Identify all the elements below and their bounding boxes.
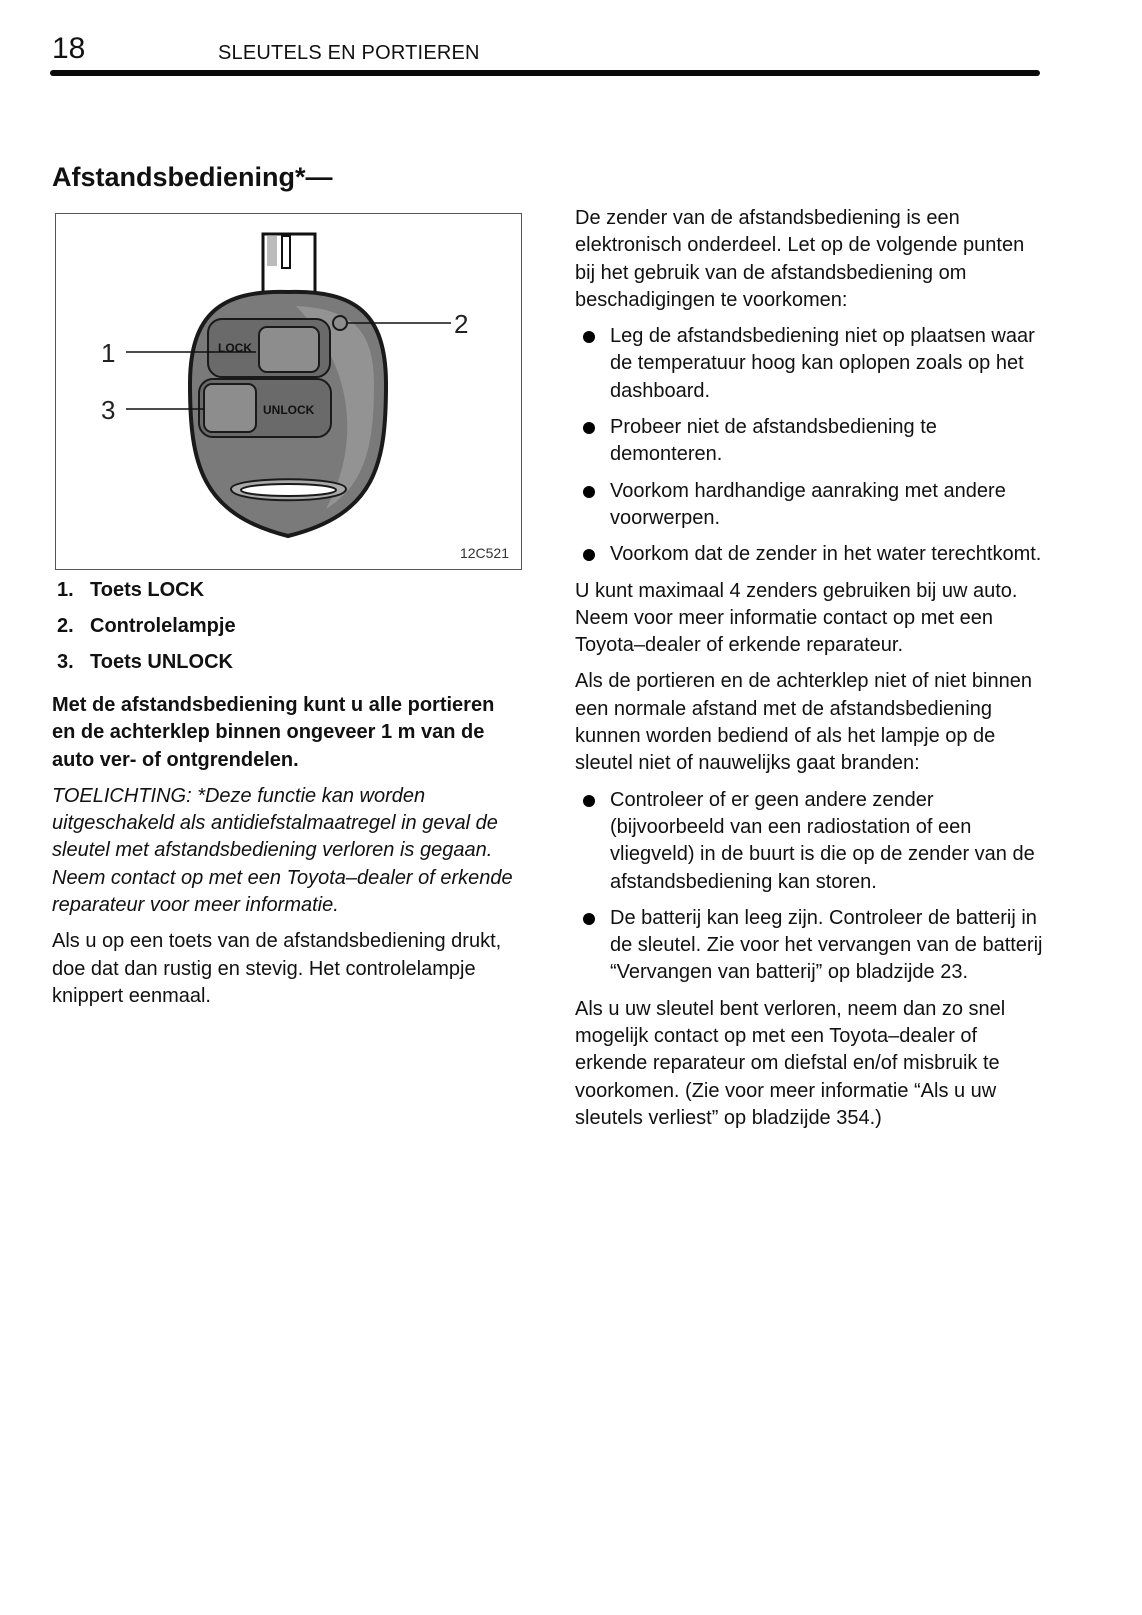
unlock-button-label: UNLOCK [263, 403, 315, 417]
list-item [575, 541, 1045, 568]
legend-label: Toets LOCK [90, 579, 205, 601]
left-column [52, 578, 522, 1019]
callout-1: 1 [101, 338, 116, 368]
section-title: Afstandsbediening*— [52, 162, 333, 192]
remote-key-drawing [56, 214, 521, 569]
legend-item [52, 650, 522, 674]
troubleshoot-intro: Als de portieren en de achterklep niet of niet binnen een normale afstand met de afstandsbediening kunnen worden bediend of als het lampje op de sleutel niet of nauwelijks gaat branden: [575, 670, 1032, 775]
list-item-text: Probeer niet de afstandsbediening te demonteren. [610, 416, 937, 466]
lock-button-label: LOCK [218, 341, 252, 355]
list-item [575, 905, 1045, 987]
remote-key-illustration [55, 213, 522, 570]
list-item [575, 787, 1045, 896]
page-number: 18 [52, 32, 86, 65]
list-item [575, 414, 1045, 469]
bullet-icon [583, 549, 595, 561]
bullet-icon [583, 422, 595, 434]
figure-legend [52, 578, 522, 674]
legend-item [52, 578, 522, 602]
legend-number: 1. [57, 579, 74, 601]
bullet-icon [583, 795, 595, 807]
bullet-icon [583, 486, 595, 498]
troubleshoot-list [575, 787, 1045, 987]
care-list [575, 323, 1045, 568]
note-paragraph: TOELICHTING: *Deze functie kan worden uitgeschakeld als antidiefstalmaatregel in geval de sleutel met afstandsbediening verloren is gegaan. Neem contact op met een Toyota–dealer of erkende reparateur voor meer informatie. [52, 784, 513, 917]
legend-number: 2. [57, 615, 74, 637]
indicator-lamp [333, 316, 347, 330]
figure-code: 12C521 [459, 545, 509, 561]
bullet-icon [583, 913, 595, 925]
callout-3: 3 [101, 395, 116, 425]
bullet-icon [583, 331, 595, 343]
lost-key-paragraph: Als u uw sleutel bent verloren, neem dan zo snel mogelijk contact op met een Toyota–dealer of erkende reparateur om diefstal en/of misbruik te voorkomen. (Zie voor meer informatie “Als u uw sleutels verliest” op bladzijde 354.) [575, 997, 1006, 1129]
intro-paragraph: Met de afstandsbediening kunt u alle portieren en de achterklep binnen ongeveer 1 m van de auto ver- of ontgrendelen. [52, 694, 495, 771]
legend-number: 3. [57, 651, 74, 673]
lock-button [259, 327, 319, 372]
legend-label: Toets UNLOCK [90, 651, 233, 673]
list-item-text: De batterij kan leeg zijn. Controleer de batterij in de sleutel. Zie voor het vervangen van de batterij “Vervangen van batterij” op bladzijde 23. [610, 906, 1043, 984]
list-item [575, 478, 1045, 533]
callout-2: 2 [454, 309, 469, 339]
right-column [575, 205, 1045, 1141]
press-paragraph: Als u op een toets van de afstandsbediening drukt, doe dat dan rustig en stevig. Het controlelampje knippert eenmaal. [52, 930, 502, 1007]
list-item-text: Voorkom dat de zender in het water terechtkomt. [610, 543, 1042, 566]
transmitter-intro: De zender van de afstandsbediening is een elektronisch onderdeel. Let op de volgende punten bij het gebruik van de afstandsbediening om beschadigingen te voorkomen: [575, 207, 1025, 311]
key-blade [263, 234, 315, 296]
header-rule [50, 70, 1040, 76]
legend-label: Controlelampje [90, 615, 236, 637]
list-item-text: Leg de afstandsbediening niet op plaatsen waar de temperatuur hoog kan oplopen zoals op het dashboard. [610, 325, 1035, 402]
list-item [575, 323, 1045, 405]
max-transmitters-paragraph: U kunt maximaal 4 zenders gebruiken bij uw auto. Neem voor meer informatie contact op met een Toyota–dealer of erkende reparateur. [575, 579, 1018, 657]
list-item-text: Voorkom hardhandige aanraking met andere voorwerpen. [610, 479, 1006, 529]
unlock-button [204, 384, 256, 432]
list-item-text: Controleer of er geen andere zender (bijvoorbeeld van een radiostation of een vliegveld) in de buurt is die op de zender van de afstandsbediening kan storen. [610, 788, 1035, 893]
legend-item [52, 614, 522, 638]
running-head: SLEUTELS EN PORTIEREN [218, 42, 480, 64]
